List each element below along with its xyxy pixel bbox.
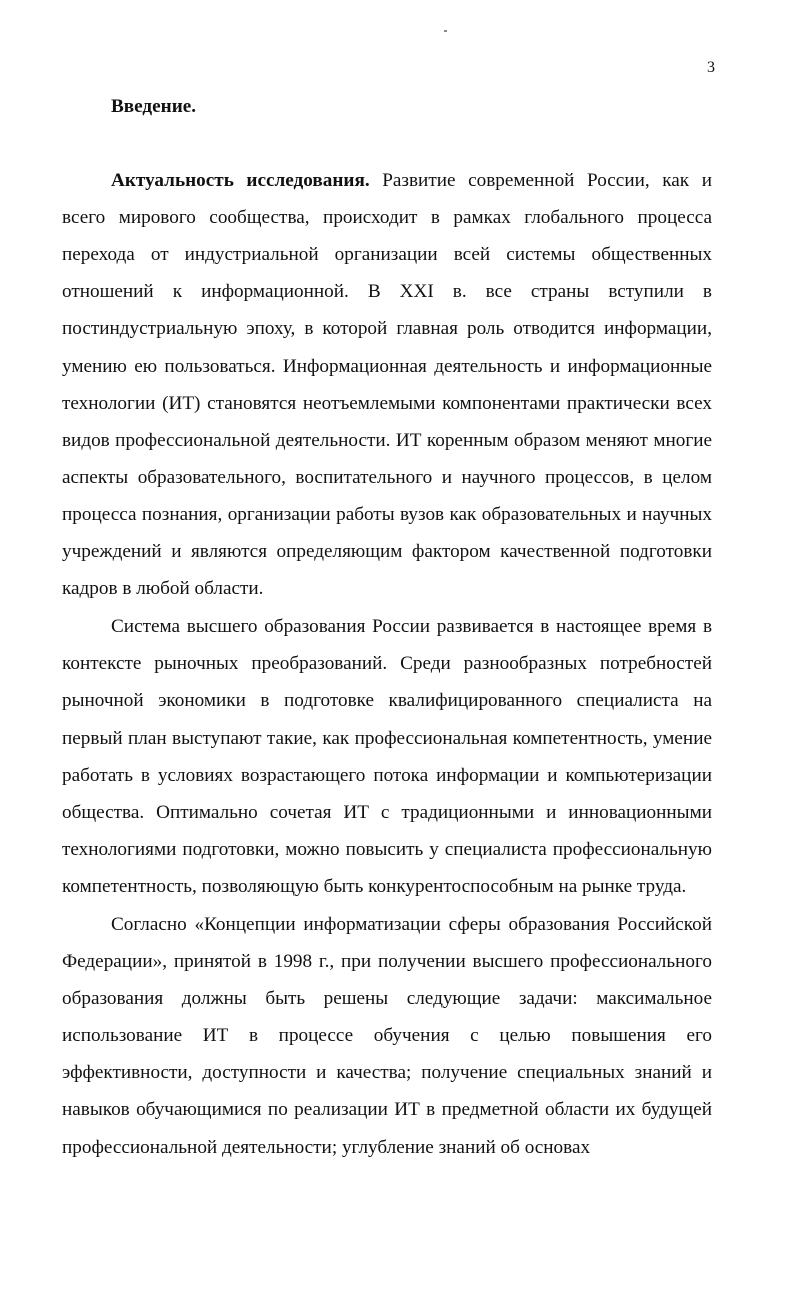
document-body (62, 88, 712, 1166)
section-heading: Введение. (111, 96, 197, 117)
paragraph-text: Развитие современной России, как и всего мирового сообщества, происходит в рамках глобального процесса перехода от индустриальной организации всей системы общественных отношений к информационной. В XXI в. все страны вступили в постиндустриальную эпоху, в которой главная роль отводится информации, умению ею пользоваться. Информационная деятельность и информационные технологии (ИТ) становятся неотъемлемыми компонентами практически всех видов профессиональной деятельности. ИТ коренным образом меняют многие аспекты образовательного, воспитательного и научного процессов, в целом процесса познания, организации работы вузов как образовательных и научных учреждений и являются определяющим фактором качественной подготовки кадров в любой области. (62, 170, 712, 600)
paragraph-higher-education (62, 608, 712, 905)
paragraph-concept (62, 906, 712, 1166)
paragraph-relevance (62, 162, 712, 607)
page-number: 3 (707, 59, 715, 76)
scan-mark (444, 30, 447, 32)
paragraph-lead: Актуальность исследования. (111, 170, 370, 192)
paragraph-text: Согласно «Концепции информатизации сферы образования Российской Федерации», принятой в 1998 г., при получении высшего профессионального образования должны быть решены следующие задачи: максимальное использование ИТ в процессе обучения с целью повышения его эффективности, доступности и качества; получение специальных знаний и навыков обучающимися по реализации ИТ в предметной области их будущей профессиональной деятельности; углубление знаний об основах (62, 913, 712, 1158)
paragraph-text: Система высшего образования России развивается в настоящее время в контексте рыночных преобразований. Среди разнообразных потребностей рыночной экономики в подготовке квалифицированного специалиста на первый план выступают такие, как профессиональная компетентность, умение работать в условиях возрастающего потока информации и компьютеризации общества. Оптимально сочетая ИТ с традиционными и инновационными технологиями подготовки, можно повысить у специалиста профессиональную компетентность, позволяющую быть конкурентоспособным на рынке труда. (62, 616, 712, 897)
